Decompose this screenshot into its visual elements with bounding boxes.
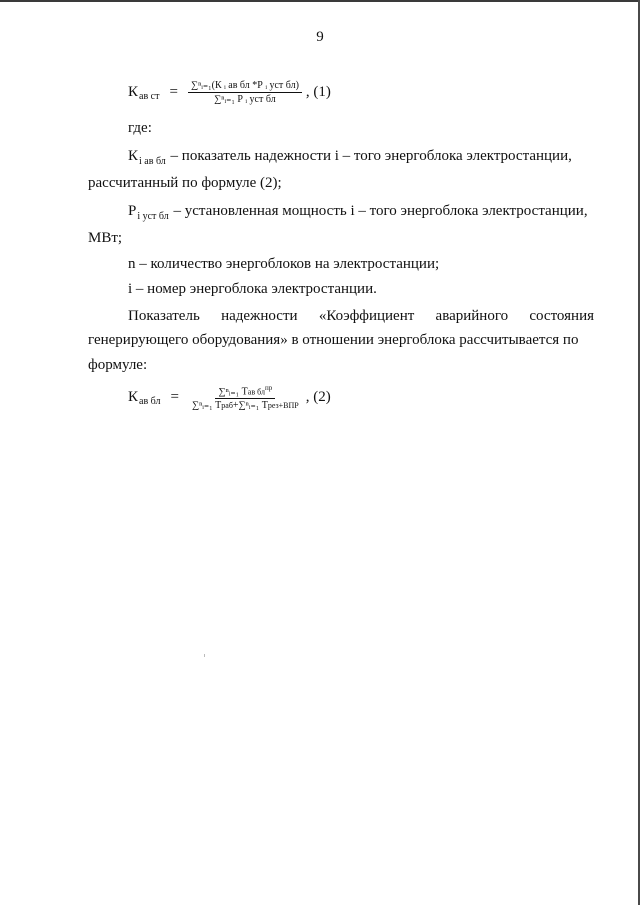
formula-2-lhs: К <box>128 389 139 406</box>
definition-i: i – номер энергоблока электростанции. <box>128 281 377 297</box>
where-label: где: <box>128 120 152 136</box>
paragraph-word: «Коэффициент <box>318 308 415 324</box>
page-top-border <box>0 0 640 2</box>
formula-2-fraction <box>189 384 302 411</box>
definition-n: n – количество энергоблоков на электростанции; <box>128 256 440 272</box>
formula-1-number: , (1) <box>305 84 331 100</box>
formula-2-den-plus: + <box>232 400 239 412</box>
formula-2-den-subscript-2: рез+ВПР <box>267 401 299 411</box>
formula-1-equals: = <box>169 84 178 100</box>
formula-2-equals: = <box>170 389 179 406</box>
formula-2-numerator <box>215 384 275 399</box>
formula-2 <box>128 384 331 411</box>
scan-speck <box>204 654 205 657</box>
formula-2-den-subscript-1: раб <box>221 401 233 411</box>
formula-1-lhs-subscript: ав ст <box>139 91 160 102</box>
definition-k-text: – показатель надежности i – того энергоблока электростанции, <box>170 148 572 164</box>
definition-p-symbol: Р <box>128 203 137 219</box>
paragraph-word: аварийного <box>435 308 509 324</box>
definition-p-continuation: МВт; <box>88 230 123 246</box>
formula-2-den-sum-2: ∑ⁿᵢ₌₁ Т <box>238 400 268 412</box>
formula-1-denominator: ∑ⁿᵢ₌₁ Р ᵢ уст бл <box>214 94 276 105</box>
formula-2-num-sum: ∑ⁿᵢ₌₁ Т <box>218 386 248 398</box>
formula-2-den-sum-1: ∑ⁿᵢ₌₁ Т <box>191 400 222 412</box>
definition-k-subscript: i ав бл <box>139 156 166 167</box>
formula-2-lhs-subscript: ав бл <box>139 396 161 408</box>
definition-k-symbol: К <box>128 148 139 164</box>
paragraph-line-1 <box>128 306 594 326</box>
paragraph-line-3: формуле: <box>88 357 148 373</box>
definition-p-text: – установленная мощность i – того энергоблока электростанции, <box>173 203 588 219</box>
definition-p-subscript: i уст бл <box>137 211 169 222</box>
formula-2-denominator <box>189 399 302 411</box>
paragraph-line-2: генерирующего оборудования» в отношении энергоблока рассчитывается по <box>88 332 579 348</box>
page-number: 9 <box>316 29 324 45</box>
formula-2-num-subscript: ав бл <box>247 387 265 397</box>
formula-2-number: , (2) <box>305 389 331 406</box>
paragraph-word: надежности <box>221 308 298 324</box>
formula-1-lhs: К <box>128 84 139 100</box>
formula-1-fraction <box>188 80 302 105</box>
formula-1-numerator: ∑ⁿᵢ₌₁(К ᵢ ав бл *Р ᵢ уст бл) <box>188 80 302 93</box>
formula-2-num-superscript: пр <box>264 384 273 392</box>
definition-k <box>128 146 572 168</box>
definition-k-continuation: рассчитанный по формуле (2); <box>88 175 282 191</box>
paragraph-word: состояния <box>529 308 594 324</box>
definition-p <box>128 201 588 223</box>
paragraph-word: Показатель <box>128 308 200 324</box>
formula-1 <box>128 80 331 105</box>
